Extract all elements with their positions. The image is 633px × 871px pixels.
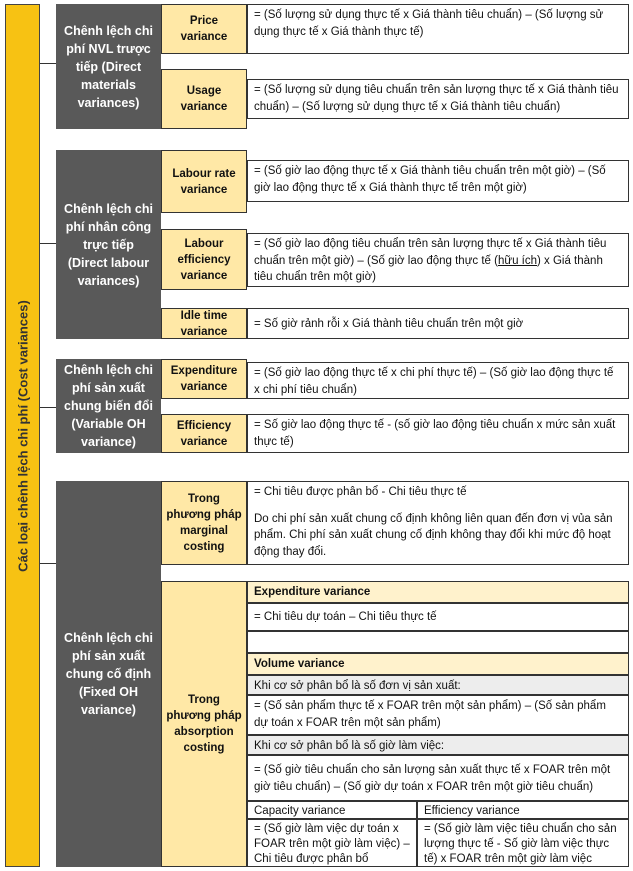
variable-efficiency-formula-text: = Số giờ lao động thực tế - (số giờ lao động tiêu chuẩn x mức sản xuất thực tế) bbox=[254, 419, 616, 448]
labour-efficiency-variance-formula bbox=[247, 233, 629, 287]
subcategory-marginal-costing bbox=[161, 481, 247, 565]
marginal-costing-label: Trong phương pháp marginal costing bbox=[166, 493, 242, 553]
hours-basis-text: Khi cơ sở phân bổ là số giờ làm việc: bbox=[254, 740, 445, 752]
labour-efficiency-formula-part1: = (Số giờ lao động tiêu chuẩn trên sản lượng thực tế x Giá thành tiêu chuẩn trên một giờ) – (Số giờ lao động thực tế ( bbox=[254, 238, 607, 267]
marginal-costing-formula bbox=[247, 481, 629, 565]
subcategory-variable-efficiency-variance bbox=[161, 414, 247, 453]
units-basis-text: Khi cơ sở phân bổ là số đơn vị sản xuất: bbox=[254, 680, 461, 692]
capacity-variance-header bbox=[247, 801, 417, 819]
volume-variance-header bbox=[247, 653, 629, 675]
marginal-costing-formula-text: = Chi tiêu được phân bổ - Chi tiêu thực tế bbox=[254, 486, 467, 498]
variable-expenditure-formula-text: = (Số giờ lao động thực tế x chi phí thực tế) – (Số giờ lao động thực tế x chi phí tiêu chuẩn) bbox=[254, 367, 614, 396]
subcategory-absorption-costing bbox=[161, 581, 247, 867]
marginal-costing-note: Do chi phí sản xuất chung cố định không liên quan đến đơn vị vủa sản phẩm. Chi phí sản xuất chung cố định không thay đổi khi mức độ hoạt động thay đổi. bbox=[254, 512, 613, 558]
hours-basis-formula-text: = (Số giờ tiêu chuẩn cho sản lượng sản xuất thực tế x FOAR trên một giờ tiêu chuẩn) – (Số giờ dự toán x FOAR trên một giờ tiêu chuẩn) bbox=[254, 764, 611, 793]
category-variable-oh bbox=[56, 359, 161, 453]
subcategory-labour-rate-variance bbox=[161, 150, 247, 213]
subcategory-usage-variance bbox=[161, 69, 247, 129]
idle-time-variance-formula bbox=[247, 308, 629, 339]
category-direct-labour-label: Chênh lệch chi phí nhân công trực tiếp (Direct labour variances) bbox=[64, 201, 153, 288]
efficiency-variance-header-text: Efficiency variance bbox=[424, 805, 520, 817]
variable-efficiency-variance-formula bbox=[247, 414, 629, 453]
labour-efficiency-variance-label: Labour efficiency variance bbox=[177, 237, 231, 282]
price-variance-label: Price variance bbox=[180, 15, 228, 43]
variable-expenditure-variance-formula bbox=[247, 362, 629, 399]
usage-variance-label: Usage variance bbox=[180, 85, 228, 113]
absorption-expenditure-header bbox=[247, 581, 629, 603]
cost-variances-title: Các loại chênh lệch chi phí (Cost variances) bbox=[15, 299, 30, 572]
labour-efficiency-formula-part2: ) x Giá thành tiêu chuẩn trên một giờ) bbox=[254, 254, 603, 283]
subcategory-variable-expenditure-variance bbox=[161, 359, 247, 399]
labour-rate-variance-formula bbox=[247, 160, 629, 202]
subcategory-labour-efficiency-variance bbox=[161, 229, 247, 290]
capacity-variance-header-text: Capacity variance bbox=[254, 805, 346, 817]
capacity-variance-formula-text: = (Số giờ làm việc dự toán x FOAR trên một giờ làm việc) – Chi tiêu được phân bổ bbox=[254, 823, 410, 865]
price-variance-formula-text: = (Số lượng sử dụng thực tế x Giá thành tiêu chuẩn) – (Số lượng sử dụng thực tế x Giá thành thực tế) bbox=[254, 9, 604, 38]
hours-basis-formula bbox=[247, 755, 629, 801]
absorption-expenditure-formula bbox=[247, 603, 629, 631]
units-basis-formula bbox=[247, 695, 629, 735]
variable-expenditure-variance-label: Expenditure variance bbox=[170, 365, 238, 393]
category-direct-labour bbox=[56, 150, 161, 339]
usage-variance-formula bbox=[247, 79, 629, 119]
category-direct-materials-label: Chênh lệch chi phí NVL trược tiếp (Direct materials variances) bbox=[64, 23, 153, 110]
volume-variance-header-text: Volume variance bbox=[254, 658, 345, 670]
connector-variable-oh bbox=[40, 407, 56, 408]
units-basis-note bbox=[247, 675, 629, 695]
category-fixed-oh-label: Chênh lệch chi phí sản xuất chung cố định (Fixed OH variance) bbox=[64, 631, 153, 717]
efficiency-variance-formula-text: = (Số giờ làm việc tiêu chuẩn cho sản lượng thực tế - Số giờ làm việc thực tế) x FOAR trên một giờ làm việc bbox=[424, 823, 617, 865]
absorption-spacer bbox=[247, 631, 629, 653]
category-variable-oh-label: Chênh lệch chi phí sản xuất chung biến đổi (Variable OH variance) bbox=[64, 363, 153, 449]
hours-basis-note bbox=[247, 735, 629, 755]
subcategory-idle-time-variance bbox=[161, 308, 247, 339]
efficiency-variance-formula bbox=[417, 819, 629, 867]
absorption-expenditure-header-text: Expenditure variance bbox=[254, 586, 371, 598]
labour-rate-variance-label: Labour rate variance bbox=[172, 167, 236, 196]
category-fixed-oh bbox=[56, 481, 161, 867]
efficiency-variance-header bbox=[417, 801, 629, 819]
cost-variances-title-bar bbox=[5, 4, 40, 867]
category-direct-materials bbox=[56, 4, 161, 129]
price-variance-formula bbox=[247, 4, 629, 54]
connector-materials bbox=[40, 63, 56, 64]
labour-rate-variance-formula-text: = (Số giờ lao động thực tế x Giá thành tiêu chuẩn trên một giờ) – (Số giờ lao động thực tế x Giá thành thực tế trên một giờ) bbox=[254, 165, 606, 194]
units-basis-formula-text: = (Số sản phẩm thực tế x FOAR trên một sản phẩm) – (Số sản phẩm dự toán x FOAR trên một sản phẩm) bbox=[254, 700, 606, 729]
absorption-costing-label: Trong phương pháp absorption costing bbox=[166, 694, 242, 754]
connector-labour bbox=[40, 243, 56, 244]
labour-efficiency-formula-underlined: hữu ích bbox=[497, 254, 537, 267]
subcategory-price-variance bbox=[161, 4, 247, 54]
variable-efficiency-variance-label: Efficiency variance bbox=[176, 419, 232, 448]
absorption-expenditure-formula-text: = Chi tiêu dự toán – Chi tiêu thực tế bbox=[254, 611, 437, 623]
usage-variance-formula-text: = (Số lượng sử dụng tiêu chuẩn trên sản lượng thực tế x Giá thành tiêu chuẩn) – (Số lượng sử dụng thực tế x Giá thành tiêu chuẩn) bbox=[254, 84, 619, 113]
idle-time-variance-label: Idle time variance bbox=[180, 309, 228, 338]
capacity-variance-formula bbox=[247, 819, 417, 867]
connector-fixed-oh bbox=[40, 563, 56, 564]
idle-time-variance-formula-text: = Số giờ rảnh rỗi x Giá thành tiêu chuẩn trên một giờ bbox=[254, 318, 524, 330]
